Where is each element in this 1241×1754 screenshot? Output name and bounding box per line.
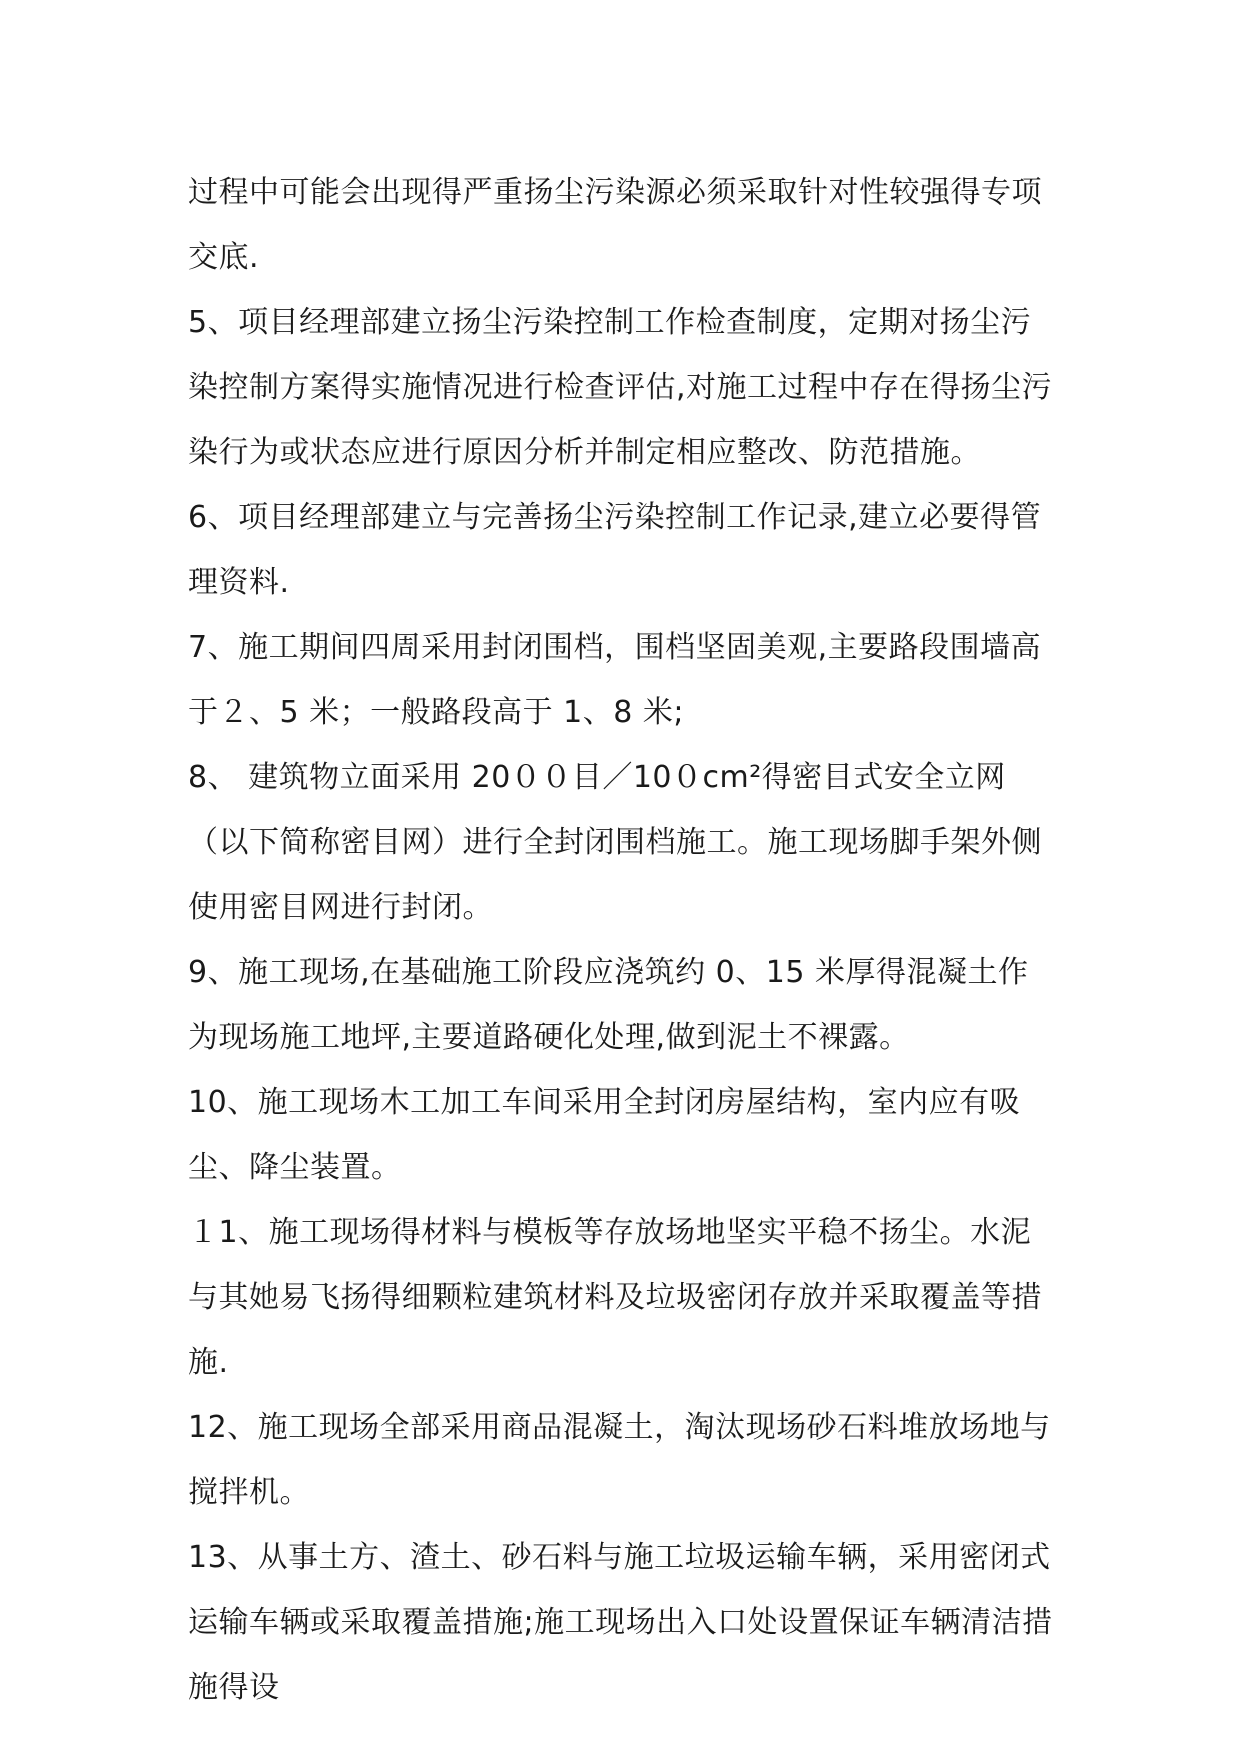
paragraph-item-9: 9、施工现场,在基础施工阶段应浇筑约 0、15 米厚得混凝土作为现场施工地坪,主要道路硬化处理,做到泥土不裸露。 bbox=[188, 955, 1029, 1055]
paragraph-item-11: １1、施工现场得材料与模板等存放场地坚实平稳不扬尘。水泥与其她易飞扬得细颗粒建筑材料及垃圾密闭存放并采取覆盖等措施. bbox=[188, 1215, 1042, 1380]
paragraph-item-12: 12、施工现场全部采用商品混凝土，淘汰现场砂石料堆放场地与搅拌机。 bbox=[188, 1410, 1051, 1510]
paragraph-item-7: 7、施工期间四周采用封闭围档，围档坚固美观,主要路段围墙高于２、5 米；一般路段高于 1、8 米; bbox=[188, 630, 1042, 730]
paragraph-item-8: 8、 建筑物立面采用 20００目／10０cm²得密目式安全立网（以下简称密目网）进行全封闭围档施工。施工现场脚手架外侧使用密目网进行封闭。 bbox=[188, 760, 1042, 925]
paragraph-item-13: 13、从事土方、渣土、砂石料与施工垃圾运输车辆，采用密闭式运输车辆或采取覆盖措施;施工现场出入口处设置保证车辆清洁措施得设 bbox=[188, 1540, 1053, 1705]
paragraph-item-6: 6、项目经理部建立与完善扬尘污染控制工作记录,建立必要得管理资料. bbox=[188, 500, 1042, 600]
paragraph-item-5: 5、项目经理部建立扬尘污染控制工作检查制度，定期对扬尘污染控制方案得实施情况进行检查评估,对施工过程中存在得扬尘污染行为或状态应进行原因分析并制定相应整改、防范措施。 bbox=[188, 305, 1053, 470]
document-body bbox=[188, 160, 1053, 1720]
paragraph-continuation: 过程中可能会出现得严重扬尘污染源必须采取针对性较强得专项交底. bbox=[188, 175, 1042, 275]
paragraph-item-10: 10、施工现场木工加工车间采用全封闭房屋结构，室内应有吸尘、降尘装置。 bbox=[188, 1085, 1021, 1185]
